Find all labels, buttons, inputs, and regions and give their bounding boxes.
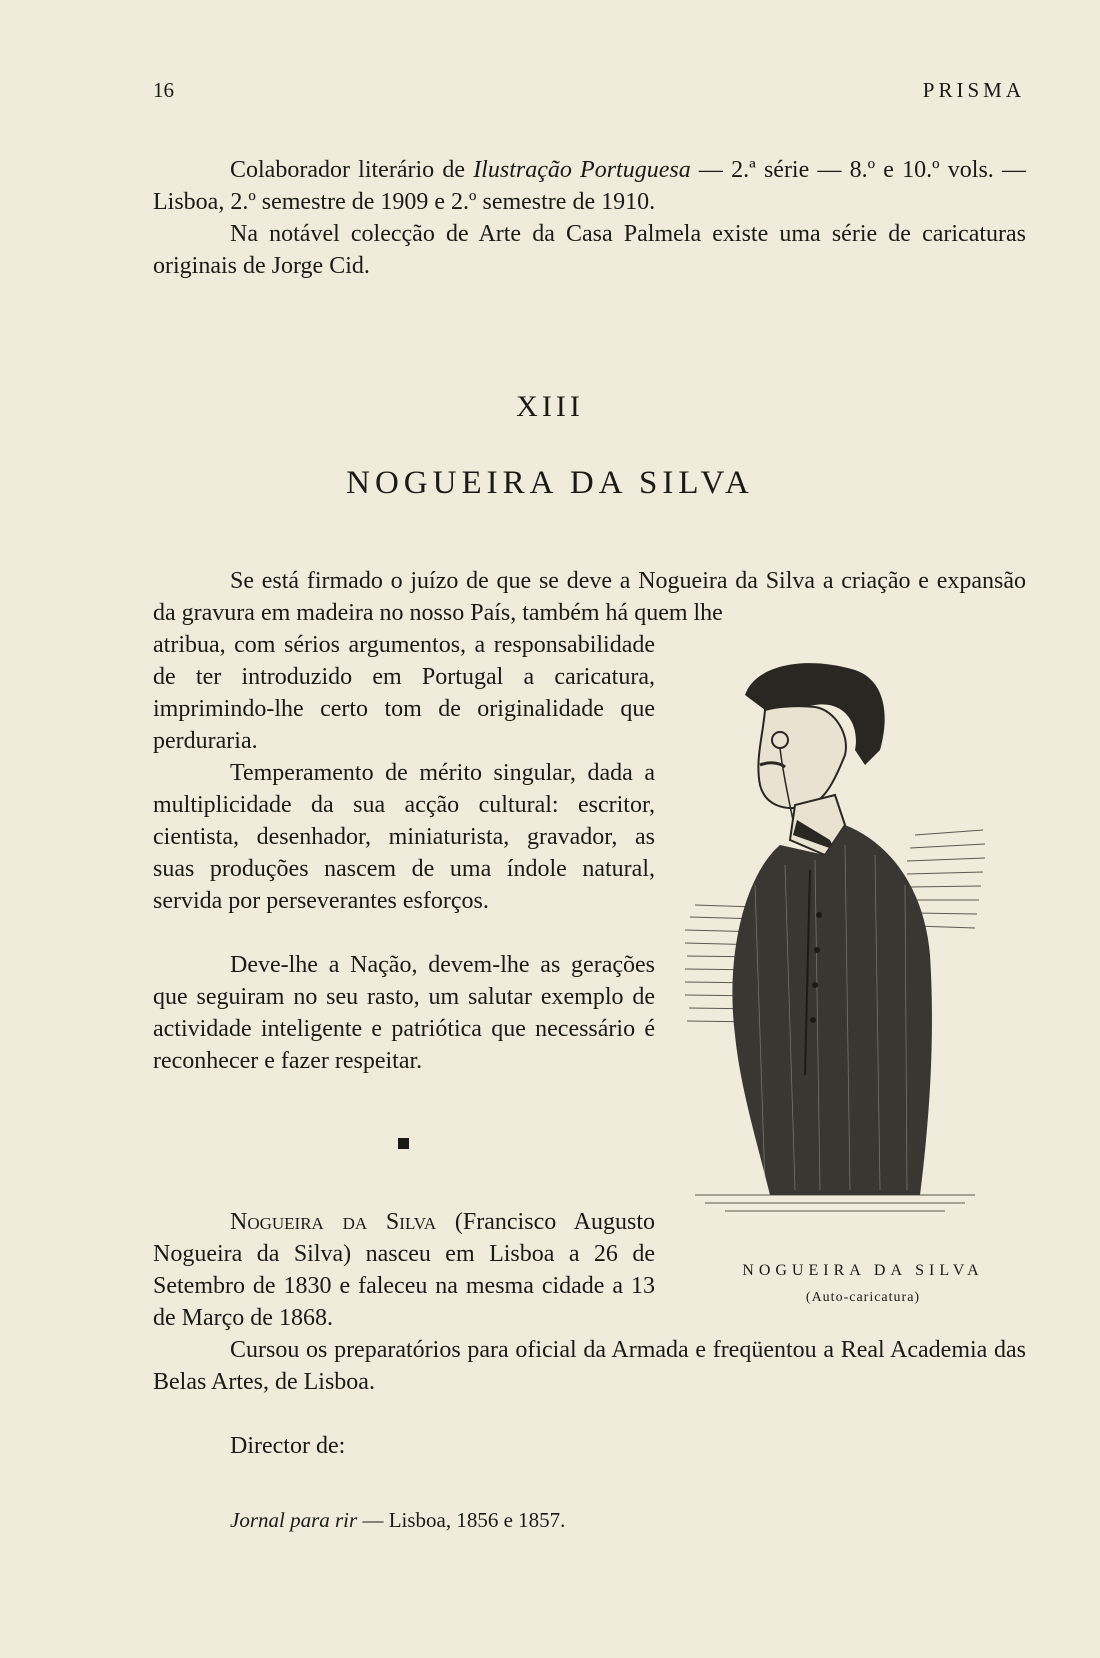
paragraph-contributor: Colaborador literário de Ilustração Portuguesa — 2.ª série — 8.º e 10.º vols. — Lisboa, 2.º semestre de 1909 e 2.º semestre de 1910. [153,157,1027,215]
paragraph-collection: Na notável colecção de Arte da Casa Palmela existe uma série de caricaturas originais de Jorge Cid. [153,221,1026,279]
paragraph-jornal: Jornal para rir — Lisboa, 1856 e 1857. [230,1508,566,1532]
chapter-number: XIII [516,390,584,423]
italic-title: Ilustração Portuguesa [473,157,691,183]
paragraph-studies: Cursou os preparatórios para oficial da Armada e freqüentou a Real Academia das Belas Artes, de Lisboa. [153,1337,1026,1395]
caricature-illustration [685,655,985,1243]
paragraph-intro: Se está firmado o juízo de que se deve a Nogueira da Silva a criação e expansão da gravura em madeira no nosso País, também há quem lhe [153,568,1026,626]
figure-subcaption: (Auto-caricatura) [805,1290,921,1305]
paragraph-biography: Nogueira da Silva (Francisco Augusto Nogueira da Silva) nasceu em Lisboa a 26 de Setembro de 1830 e faleceu na mesma cidade a 13 de Março de 1868. [153,1209,656,1331]
page-header [153,78,1025,108]
section-separator [398,1138,409,1149]
paragraph-temperament: Temperamento de mérito singular, dada a multiplicidade da sua acção cultural: escritor, cientista, desenhador, miniaturista, gravador, as suas produções nascem de uma índole natural, servida por perseverantes esforços. [153,760,655,914]
journal-name: PRISMA [922,78,1025,102]
jornal-title: Jornal para rir [230,1508,358,1532]
director-label: Director de: [230,1433,346,1459]
page-number: 16 [153,78,174,102]
biography-name: Nogueira da Silva [230,1209,437,1235]
paragraph-intro-wrap: atribua, com sérios argumentos, a responsabilidade de ter introduzido em Portugal a caricatura, imprimindo-lhe certo tom de originalidade que perduraria. [153,632,655,754]
chapter-title: NOGUEIRA DA SILVA [346,465,754,501]
paragraph-nation: Deve-lhe a Nação, devem-lhe as gerações que seguiram no seu rasto, um salutar exemplo de actividade inteligente e patriótica que necessário é reconhecer e fazer respeitar. [153,952,655,1074]
figure-caption: NOGUEIRA DA SILVA [742,1262,984,1279]
